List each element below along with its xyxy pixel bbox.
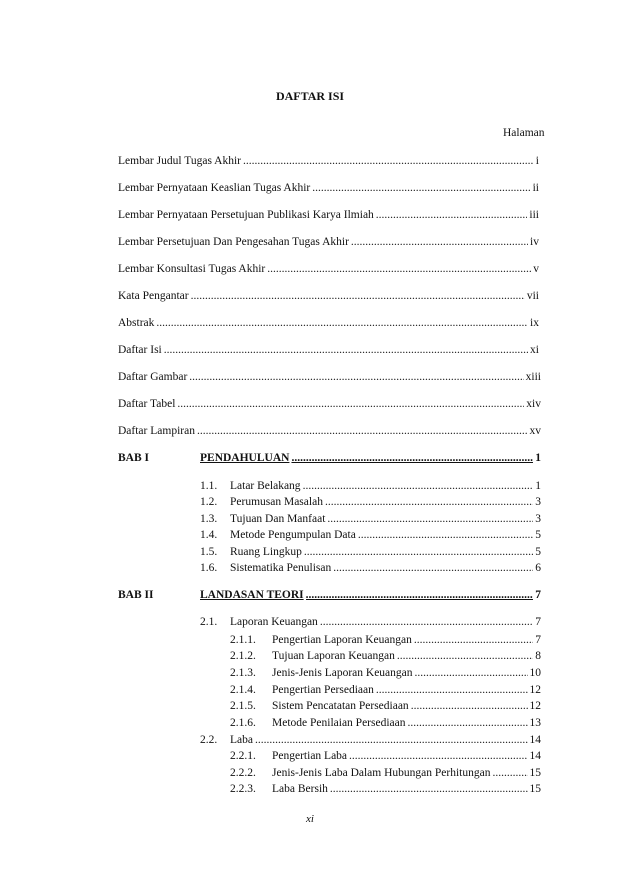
toc-entry-page: iii [529, 209, 539, 221]
section-number: 1.3. [200, 513, 218, 525]
page-title: DAFTAR ISI [275, 89, 345, 103]
section-number: 1.6. [200, 562, 218, 574]
leader-dots [164, 343, 528, 357]
leader-dots [303, 479, 534, 493]
section-number: 1.4. [200, 529, 218, 541]
section-entry[interactable] [230, 495, 541, 509]
leader-dots [243, 154, 534, 168]
toc-entry-label: Lembar Judul Tugas Akhir [118, 155, 241, 167]
subsection-number: 2.1.2. [230, 650, 256, 662]
page-number-footer: xi [306, 813, 314, 825]
leader-dots [333, 561, 533, 575]
subsection-entry[interactable] [272, 699, 541, 713]
leader-dots [304, 545, 533, 559]
chapter-number: BAB II [118, 589, 154, 601]
toc-entry[interactable] [118, 181, 539, 195]
toc-entry-label: Daftar Isi [118, 344, 162, 356]
chapter-page: 1 [535, 452, 541, 464]
section-entry[interactable] [230, 512, 541, 526]
toc-entry[interactable] [118, 343, 539, 357]
leader-dots [177, 397, 524, 411]
toc-entry[interactable] [118, 289, 539, 303]
subsection-label: Jenis-Jenis Laba Dalam Hubungan Perhitungan [272, 767, 491, 779]
section-label: Sistematika Penulisan [230, 562, 332, 574]
subsection-entry[interactable] [272, 782, 541, 796]
subsection-page: 15 [529, 767, 541, 779]
subsection-label: Tujuan Laporan Keuangan [272, 650, 395, 662]
leader-dots [189, 370, 523, 384]
leader-dots [358, 528, 533, 542]
leader-dots [330, 782, 528, 796]
subsection-entry[interactable] [272, 766, 541, 780]
subsection-page: 10 [529, 667, 541, 679]
leader-dots [291, 451, 533, 465]
leader-dots [376, 208, 528, 222]
toc-entry-page: xiii [525, 371, 541, 383]
leader-dots [376, 683, 528, 697]
leader-dots [255, 733, 528, 747]
subsection-entry[interactable] [272, 649, 541, 663]
leader-dots [312, 181, 530, 195]
subsection-number: 2.1.5. [230, 700, 256, 712]
section-page: 6 [535, 562, 541, 574]
leader-dots [414, 633, 533, 647]
toc-entry[interactable] [118, 208, 539, 222]
subsection-page: 14 [529, 750, 541, 762]
subsection-entry[interactable] [272, 749, 541, 763]
leader-dots [156, 316, 528, 330]
leader-dots [306, 588, 534, 602]
section-number: 2.1. [200, 616, 218, 628]
leader-dots [492, 766, 527, 780]
toc-entry-label: Kata Pengantar [118, 290, 189, 302]
section-page: 3 [535, 496, 541, 508]
subsection-number: 2.1.1. [230, 634, 256, 646]
leader-dots [267, 262, 531, 276]
subsection-label: Pengertian Laporan Keuangan [272, 634, 412, 646]
toc-entry[interactable] [118, 262, 539, 276]
toc-entry-label: Daftar Lampiran [118, 425, 195, 437]
subsection-page: 13 [529, 717, 541, 729]
leader-dots [351, 235, 528, 249]
section-number: 1.1. [200, 480, 218, 492]
halaman-header: Halaman [503, 127, 545, 139]
leader-dots [411, 699, 528, 713]
section-label: Latar Belakang [230, 480, 301, 492]
section-number: 2.2. [200, 734, 218, 746]
section-entry[interactable] [230, 528, 541, 542]
section-page: 1 [535, 480, 541, 492]
chapter-page: 7 [535, 589, 541, 601]
subsection-number: 2.2.3. [230, 783, 256, 795]
subsection-page: 8 [535, 650, 541, 662]
subsection-page: 7 [535, 634, 541, 646]
chapter-number: BAB I [118, 452, 149, 464]
leader-dots [327, 512, 533, 526]
toc-entry[interactable] [118, 370, 541, 384]
section-page: 3 [535, 513, 541, 525]
subsection-entry[interactable] [272, 683, 541, 697]
section-label: Laba [230, 734, 253, 746]
subsection-number: 2.2.2. [230, 767, 256, 779]
toc-entry[interactable] [118, 154, 539, 168]
toc-entry-page: vii [526, 290, 539, 302]
section-page: 5 [535, 546, 541, 558]
leader-dots [325, 495, 533, 509]
subsection-number: 2.2.1. [230, 750, 256, 762]
subsection-label: Sistem Pencatatan Persediaan [272, 700, 409, 712]
section-label: Ruang Lingkup [230, 546, 302, 558]
section-number: 1.2. [200, 496, 218, 508]
toc-entry-label: Lembar Persetujuan Dan Pengesahan Tugas Akhir [118, 236, 349, 248]
section-number: 1.5. [200, 546, 218, 558]
section-label: Laporan Keuangan [230, 616, 318, 628]
section-page: 5 [535, 529, 541, 541]
section-page: 7 [535, 616, 541, 628]
subsection-entry[interactable] [272, 666, 541, 680]
toc-entry-label: Daftar Tabel [118, 398, 176, 410]
subsection-entry[interactable] [272, 716, 541, 730]
section-entry[interactable] [230, 615, 541, 629]
toc-entry-page: xi [530, 344, 539, 356]
toc-entry-page: v [533, 263, 539, 275]
subsection-number: 2.1.3. [230, 667, 256, 679]
toc-entry-page: i [535, 155, 539, 167]
toc-entry-page: xv [529, 425, 541, 437]
toc-entry-page: ii [532, 182, 539, 194]
leader-dots [320, 615, 533, 629]
section-page: 14 [529, 734, 541, 746]
leader-dots [197, 424, 528, 438]
section-entry[interactable] [230, 733, 541, 747]
leader-dots [349, 749, 527, 763]
toc-entry-page: iv [530, 236, 539, 248]
toc-entry-page: ix [530, 317, 539, 329]
toc-entry-label: Lembar Pernyataan Persetujuan Publikasi Karya Ilmiah [118, 209, 374, 221]
section-entry[interactable] [230, 479, 541, 493]
toc-entry[interactable] [118, 424, 541, 438]
toc-entry-label: Lembar Konsultasi Tugas Akhir [118, 263, 266, 275]
subsection-label: Jenis-Jenis Laporan Keuangan [272, 667, 413, 679]
subsection-page: 12 [529, 700, 541, 712]
toc-entry-label: Lembar Pernyataan Keaslian Tugas Akhir [118, 182, 311, 194]
chapter-entry[interactable] [200, 588, 541, 602]
section-entry[interactable] [230, 561, 541, 575]
toc-entry-label: Daftar Gambar [118, 371, 188, 383]
subsection-page: 12 [529, 684, 541, 696]
subsection-label: Pengertian Laba [272, 750, 348, 762]
chapter-title: LANDASAN TEORI [200, 589, 304, 601]
toc-entry-page: xiv [526, 398, 541, 410]
chapter-title: PENDAHULUAN [200, 452, 290, 464]
subsection-number: 2.1.4. [230, 684, 256, 696]
leader-dots [415, 666, 528, 680]
leader-dots [191, 289, 525, 303]
subsection-number: 2.1.6. [230, 717, 256, 729]
section-label: Perumusan Masalah [230, 496, 323, 508]
chapter-entry[interactable] [200, 451, 541, 465]
toc-entry-label: Abstrak [118, 317, 155, 329]
subsection-label: Metode Penilaian Persediaan [272, 717, 406, 729]
section-entry[interactable] [230, 545, 541, 559]
leader-dots [408, 716, 528, 730]
section-label: Metode Pengumpulan Data [230, 529, 356, 541]
subsection-label: Laba Bersih [272, 783, 328, 795]
toc-entry[interactable] [118, 316, 539, 330]
section-label: Tujuan Dan Manfaat [230, 513, 326, 525]
subsection-label: Pengertian Persediaan [272, 684, 374, 696]
toc-entry[interactable] [118, 397, 541, 411]
subsection-page: 15 [529, 783, 541, 795]
leader-dots [397, 649, 533, 663]
subsection-entry[interactable] [272, 633, 541, 647]
toc-entry[interactable] [118, 235, 539, 249]
